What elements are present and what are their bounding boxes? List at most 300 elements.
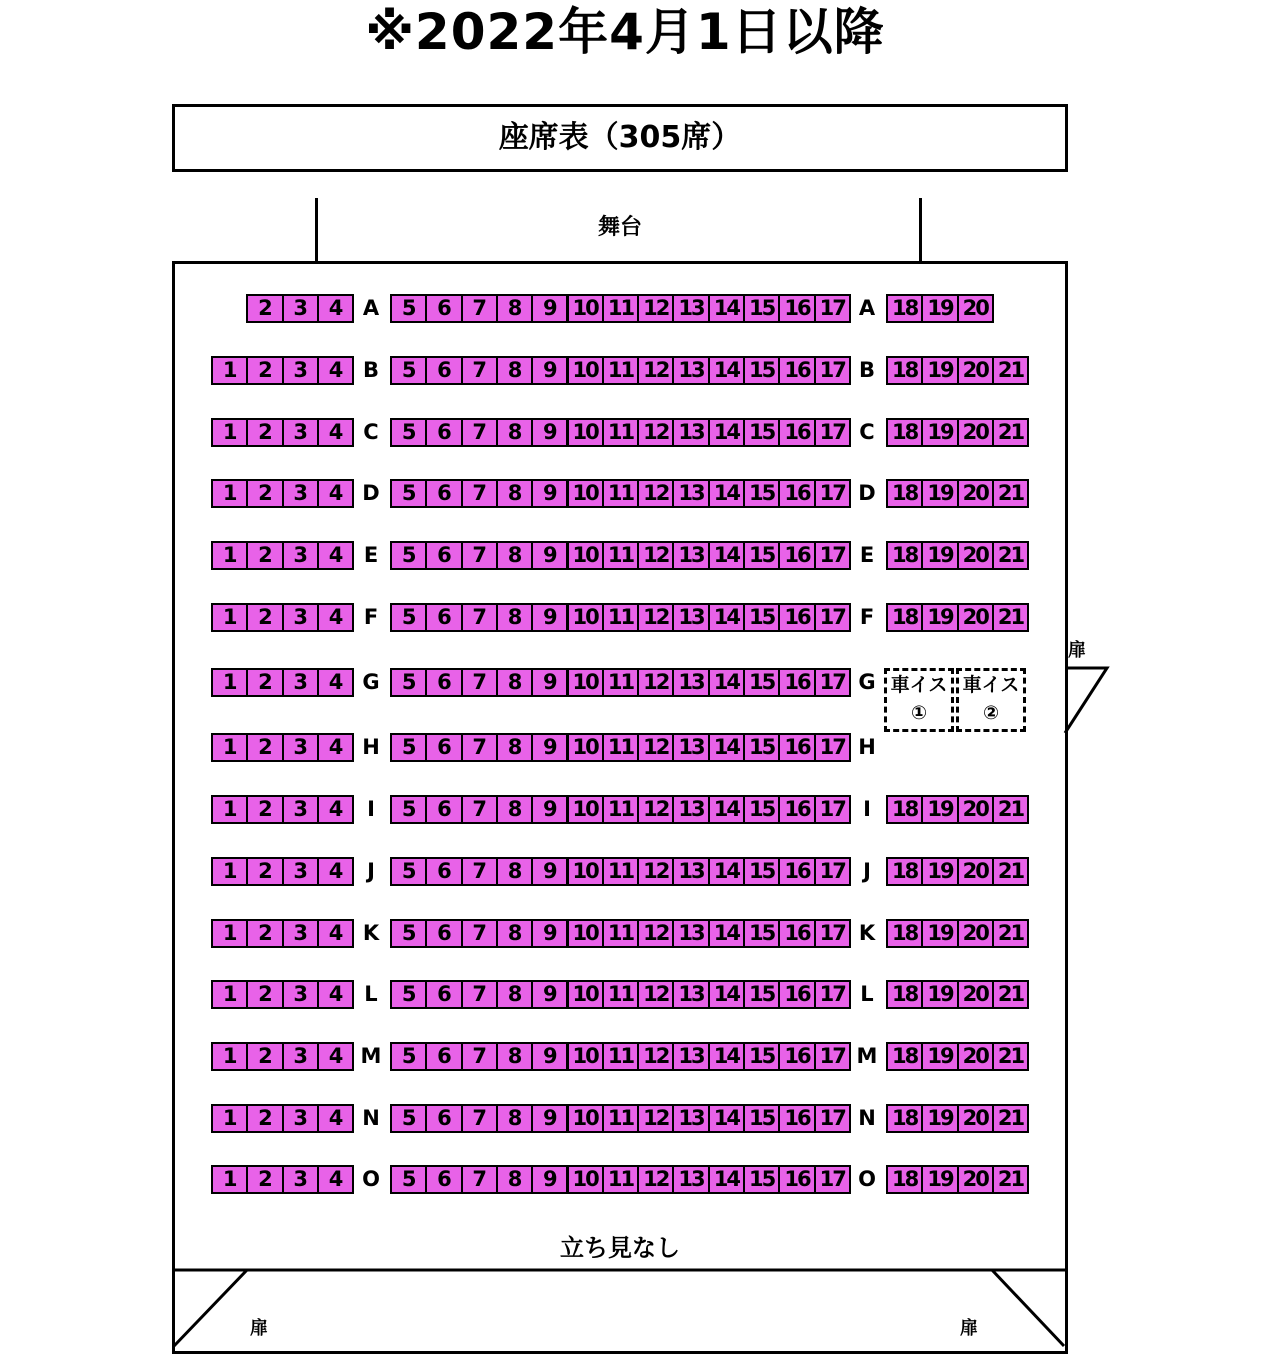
seat-H-14[interactable]: 14	[708, 733, 745, 762]
seat-O-17[interactable]: 17	[814, 1165, 851, 1194]
seat-D-17[interactable]: 17	[814, 479, 851, 508]
seat-B-13[interactable]: 13	[672, 356, 709, 385]
seat-H-16[interactable]: 16	[778, 733, 815, 762]
seat-L-4[interactable]: 4	[317, 980, 354, 1009]
seat-O-9[interactable]: 9	[531, 1165, 568, 1194]
seat-O-20[interactable]: 20	[957, 1165, 994, 1194]
seat-I-8[interactable]: 8	[496, 795, 533, 824]
seat-L-9[interactable]: 9	[531, 980, 568, 1009]
seat-N-19[interactable]: 19	[921, 1104, 958, 1133]
seat-A-19[interactable]: 19	[921, 294, 958, 323]
seat-F-15[interactable]: 15	[743, 603, 780, 632]
seat-H-13[interactable]: 13	[672, 733, 709, 762]
seat-N-5[interactable]: 5	[390, 1104, 427, 1133]
seat-J-6[interactable]: 6	[425, 857, 462, 886]
seat-B-17[interactable]: 17	[814, 356, 851, 385]
seat-L-7[interactable]: 7	[461, 980, 498, 1009]
seat-M-8[interactable]: 8	[496, 1042, 533, 1071]
seat-L-17[interactable]: 17	[814, 980, 851, 1009]
seat-I-3[interactable]: 3	[282, 795, 319, 824]
seat-M-19[interactable]: 19	[921, 1042, 958, 1071]
seat-D-20[interactable]: 20	[957, 479, 994, 508]
seat-C-5[interactable]: 5	[390, 418, 427, 447]
seat-E-17[interactable]: 17	[814, 541, 851, 570]
seat-J-2[interactable]: 2	[246, 857, 283, 886]
seat-A-3[interactable]: 3	[282, 294, 319, 323]
seat-B-12[interactable]: 12	[637, 356, 674, 385]
seat-G-15[interactable]: 15	[743, 668, 780, 697]
seat-A-18[interactable]: 18	[886, 294, 923, 323]
seat-E-4[interactable]: 4	[317, 541, 354, 570]
seat-L-20[interactable]: 20	[957, 980, 994, 1009]
seat-G-16[interactable]: 16	[778, 668, 815, 697]
seat-J-18[interactable]: 18	[886, 857, 923, 886]
seat-N-16[interactable]: 16	[778, 1104, 815, 1133]
seat-J-3[interactable]: 3	[282, 857, 319, 886]
seat-F-8[interactable]: 8	[496, 603, 533, 632]
seat-A-13[interactable]: 13	[672, 294, 709, 323]
seat-F-7[interactable]: 7	[461, 603, 498, 632]
seat-F-9[interactable]: 9	[531, 603, 568, 632]
seat-I-1[interactable]: 1	[211, 795, 248, 824]
seat-I-20[interactable]: 20	[957, 795, 994, 824]
seat-F-4[interactable]: 4	[317, 603, 354, 632]
seat-O-14[interactable]: 14	[708, 1165, 745, 1194]
seat-E-2[interactable]: 2	[246, 541, 283, 570]
seat-K-2[interactable]: 2	[246, 919, 283, 948]
seat-O-4[interactable]: 4	[317, 1165, 354, 1194]
seat-A-15[interactable]: 15	[743, 294, 780, 323]
seat-E-10[interactable]: 10	[567, 541, 604, 570]
seat-J-9[interactable]: 9	[531, 857, 568, 886]
seat-L-18[interactable]: 18	[886, 980, 923, 1009]
seat-J-17[interactable]: 17	[814, 857, 851, 886]
seat-E-13[interactable]: 13	[672, 541, 709, 570]
seat-N-12[interactable]: 12	[637, 1104, 674, 1133]
seat-F-13[interactable]: 13	[672, 603, 709, 632]
seat-M-16[interactable]: 16	[778, 1042, 815, 1071]
seat-N-20[interactable]: 20	[957, 1104, 994, 1133]
seat-B-1[interactable]: 1	[211, 356, 248, 385]
seat-I-21[interactable]: 21	[992, 795, 1029, 824]
seat-N-13[interactable]: 13	[672, 1104, 709, 1133]
seat-L-5[interactable]: 5	[390, 980, 427, 1009]
seat-I-2[interactable]: 2	[246, 795, 283, 824]
seat-I-5[interactable]: 5	[390, 795, 427, 824]
seat-K-17[interactable]: 17	[814, 919, 851, 948]
seat-N-6[interactable]: 6	[425, 1104, 462, 1133]
seat-B-2[interactable]: 2	[246, 356, 283, 385]
seat-N-14[interactable]: 14	[708, 1104, 745, 1133]
seat-N-15[interactable]: 15	[743, 1104, 780, 1133]
seat-A-16[interactable]: 16	[778, 294, 815, 323]
seat-C-8[interactable]: 8	[496, 418, 533, 447]
seat-E-6[interactable]: 6	[425, 541, 462, 570]
seat-C-11[interactable]: 11	[602, 418, 639, 447]
seat-B-20[interactable]: 20	[957, 356, 994, 385]
seat-I-19[interactable]: 19	[921, 795, 958, 824]
seat-F-14[interactable]: 14	[708, 603, 745, 632]
seat-I-16[interactable]: 16	[778, 795, 815, 824]
seat-F-11[interactable]: 11	[602, 603, 639, 632]
seat-D-7[interactable]: 7	[461, 479, 498, 508]
seat-J-10[interactable]: 10	[567, 857, 604, 886]
seat-L-15[interactable]: 15	[743, 980, 780, 1009]
seat-E-3[interactable]: 3	[282, 541, 319, 570]
seat-G-12[interactable]: 12	[637, 668, 674, 697]
seat-H-15[interactable]: 15	[743, 733, 780, 762]
seat-L-21[interactable]: 21	[992, 980, 1029, 1009]
seat-D-21[interactable]: 21	[992, 479, 1029, 508]
seat-N-4[interactable]: 4	[317, 1104, 354, 1133]
seat-C-19[interactable]: 19	[921, 418, 958, 447]
seat-A-9[interactable]: 9	[531, 294, 568, 323]
seat-E-16[interactable]: 16	[778, 541, 815, 570]
seat-L-19[interactable]: 19	[921, 980, 958, 1009]
seat-D-15[interactable]: 15	[743, 479, 780, 508]
seat-C-4[interactable]: 4	[317, 418, 354, 447]
seat-N-18[interactable]: 18	[886, 1104, 923, 1133]
seat-D-11[interactable]: 11	[602, 479, 639, 508]
seat-M-14[interactable]: 14	[708, 1042, 745, 1071]
seat-C-2[interactable]: 2	[246, 418, 283, 447]
seat-C-12[interactable]: 12	[637, 418, 674, 447]
seat-B-9[interactable]: 9	[531, 356, 568, 385]
seat-B-21[interactable]: 21	[992, 356, 1029, 385]
seat-K-14[interactable]: 14	[708, 919, 745, 948]
seat-M-11[interactable]: 11	[602, 1042, 639, 1071]
seat-G-5[interactable]: 5	[390, 668, 427, 697]
seat-E-19[interactable]: 19	[921, 541, 958, 570]
seat-K-16[interactable]: 16	[778, 919, 815, 948]
seat-B-6[interactable]: 6	[425, 356, 462, 385]
seat-D-8[interactable]: 8	[496, 479, 533, 508]
seat-H-5[interactable]: 5	[390, 733, 427, 762]
seat-D-4[interactable]: 4	[317, 479, 354, 508]
seat-D-10[interactable]: 10	[567, 479, 604, 508]
seat-H-3[interactable]: 3	[282, 733, 319, 762]
seat-I-12[interactable]: 12	[637, 795, 674, 824]
seat-J-5[interactable]: 5	[390, 857, 427, 886]
seat-A-2[interactable]: 2	[246, 294, 283, 323]
seat-J-13[interactable]: 13	[672, 857, 709, 886]
seat-D-13[interactable]: 13	[672, 479, 709, 508]
seat-J-1[interactable]: 1	[211, 857, 248, 886]
seat-M-7[interactable]: 7	[461, 1042, 498, 1071]
seat-K-4[interactable]: 4	[317, 919, 354, 948]
seat-G-17[interactable]: 17	[814, 668, 851, 697]
seat-O-21[interactable]: 21	[992, 1165, 1029, 1194]
seat-J-16[interactable]: 16	[778, 857, 815, 886]
seat-F-5[interactable]: 5	[390, 603, 427, 632]
seat-I-11[interactable]: 11	[602, 795, 639, 824]
seat-C-9[interactable]: 9	[531, 418, 568, 447]
seat-B-10[interactable]: 10	[567, 356, 604, 385]
seat-A-4[interactable]: 4	[317, 294, 354, 323]
seat-F-12[interactable]: 12	[637, 603, 674, 632]
wheelchair-space-1[interactable]	[884, 668, 954, 732]
seat-L-13[interactable]: 13	[672, 980, 709, 1009]
seat-B-3[interactable]: 3	[282, 356, 319, 385]
seat-D-18[interactable]: 18	[886, 479, 923, 508]
seat-G-11[interactable]: 11	[602, 668, 639, 697]
seat-C-16[interactable]: 16	[778, 418, 815, 447]
seat-H-1[interactable]: 1	[211, 733, 248, 762]
seat-K-7[interactable]: 7	[461, 919, 498, 948]
seat-J-4[interactable]: 4	[317, 857, 354, 886]
seat-J-8[interactable]: 8	[496, 857, 533, 886]
seat-H-10[interactable]: 10	[567, 733, 604, 762]
seat-O-5[interactable]: 5	[390, 1165, 427, 1194]
seat-H-8[interactable]: 8	[496, 733, 533, 762]
seat-N-21[interactable]: 21	[992, 1104, 1029, 1133]
seat-E-8[interactable]: 8	[496, 541, 533, 570]
seat-K-18[interactable]: 18	[886, 919, 923, 948]
seat-F-20[interactable]: 20	[957, 603, 994, 632]
seat-D-9[interactable]: 9	[531, 479, 568, 508]
seat-K-15[interactable]: 15	[743, 919, 780, 948]
seat-G-9[interactable]: 9	[531, 668, 568, 697]
seat-J-20[interactable]: 20	[957, 857, 994, 886]
seat-I-15[interactable]: 15	[743, 795, 780, 824]
seat-L-8[interactable]: 8	[496, 980, 533, 1009]
seat-K-3[interactable]: 3	[282, 919, 319, 948]
seat-J-21[interactable]: 21	[992, 857, 1029, 886]
seat-C-17[interactable]: 17	[814, 418, 851, 447]
seat-L-2[interactable]: 2	[246, 980, 283, 1009]
seat-C-1[interactable]: 1	[211, 418, 248, 447]
seat-E-14[interactable]: 14	[708, 541, 745, 570]
seat-F-2[interactable]: 2	[246, 603, 283, 632]
seat-D-3[interactable]: 3	[282, 479, 319, 508]
seat-A-5[interactable]: 5	[390, 294, 427, 323]
seat-M-17[interactable]: 17	[814, 1042, 851, 1071]
seat-O-18[interactable]: 18	[886, 1165, 923, 1194]
seat-I-17[interactable]: 17	[814, 795, 851, 824]
seat-E-7[interactable]: 7	[461, 541, 498, 570]
seat-H-12[interactable]: 12	[637, 733, 674, 762]
seat-O-8[interactable]: 8	[496, 1165, 533, 1194]
seat-O-10[interactable]: 10	[567, 1165, 604, 1194]
seat-O-15[interactable]: 15	[743, 1165, 780, 1194]
seat-E-18[interactable]: 18	[886, 541, 923, 570]
seat-B-7[interactable]: 7	[461, 356, 498, 385]
seat-N-10[interactable]: 10	[567, 1104, 604, 1133]
seat-H-7[interactable]: 7	[461, 733, 498, 762]
seat-K-5[interactable]: 5	[390, 919, 427, 948]
seat-H-6[interactable]: 6	[425, 733, 462, 762]
seat-I-6[interactable]: 6	[425, 795, 462, 824]
seat-L-12[interactable]: 12	[637, 980, 674, 1009]
seat-E-20[interactable]: 20	[957, 541, 994, 570]
seat-D-16[interactable]: 16	[778, 479, 815, 508]
seat-L-10[interactable]: 10	[567, 980, 604, 1009]
seat-G-7[interactable]: 7	[461, 668, 498, 697]
seat-B-5[interactable]: 5	[390, 356, 427, 385]
seat-B-18[interactable]: 18	[886, 356, 923, 385]
seat-L-14[interactable]: 14	[708, 980, 745, 1009]
seat-M-12[interactable]: 12	[637, 1042, 674, 1071]
seat-K-12[interactable]: 12	[637, 919, 674, 948]
seat-D-1[interactable]: 1	[211, 479, 248, 508]
seat-C-18[interactable]: 18	[886, 418, 923, 447]
seat-N-2[interactable]: 2	[246, 1104, 283, 1133]
seat-L-3[interactable]: 3	[282, 980, 319, 1009]
seat-N-11[interactable]: 11	[602, 1104, 639, 1133]
seat-I-13[interactable]: 13	[672, 795, 709, 824]
seat-J-15[interactable]: 15	[743, 857, 780, 886]
seat-L-6[interactable]: 6	[425, 980, 462, 1009]
seat-I-14[interactable]: 14	[708, 795, 745, 824]
seat-F-10[interactable]: 10	[567, 603, 604, 632]
seat-E-15[interactable]: 15	[743, 541, 780, 570]
seat-I-9[interactable]: 9	[531, 795, 568, 824]
seat-B-14[interactable]: 14	[708, 356, 745, 385]
seat-M-10[interactable]: 10	[567, 1042, 604, 1071]
seat-A-14[interactable]: 14	[708, 294, 745, 323]
seat-H-9[interactable]: 9	[531, 733, 568, 762]
seat-H-2[interactable]: 2	[246, 733, 283, 762]
seat-A-17[interactable]: 17	[814, 294, 851, 323]
seat-K-21[interactable]: 21	[992, 919, 1029, 948]
seat-H-4[interactable]: 4	[317, 733, 354, 762]
seat-O-2[interactable]: 2	[246, 1165, 283, 1194]
seat-A-6[interactable]: 6	[425, 294, 462, 323]
wheelchair-space-2[interactable]	[956, 668, 1026, 732]
seat-M-15[interactable]: 15	[743, 1042, 780, 1071]
seat-D-5[interactable]: 5	[390, 479, 427, 508]
seat-B-15[interactable]: 15	[743, 356, 780, 385]
seat-I-7[interactable]: 7	[461, 795, 498, 824]
seat-A-12[interactable]: 12	[637, 294, 674, 323]
seat-I-10[interactable]: 10	[567, 795, 604, 824]
seat-C-21[interactable]: 21	[992, 418, 1029, 447]
seat-M-2[interactable]: 2	[246, 1042, 283, 1071]
seat-E-21[interactable]: 21	[992, 541, 1029, 570]
seat-N-1[interactable]: 1	[211, 1104, 248, 1133]
seat-G-4[interactable]: 4	[317, 668, 354, 697]
seat-B-11[interactable]: 11	[602, 356, 639, 385]
seat-K-6[interactable]: 6	[425, 919, 462, 948]
seat-G-13[interactable]: 13	[672, 668, 709, 697]
seat-E-11[interactable]: 11	[602, 541, 639, 570]
seat-I-18[interactable]: 18	[886, 795, 923, 824]
seat-F-18[interactable]: 18	[886, 603, 923, 632]
seat-F-16[interactable]: 16	[778, 603, 815, 632]
seat-O-3[interactable]: 3	[282, 1165, 319, 1194]
seat-B-16[interactable]: 16	[778, 356, 815, 385]
seat-C-10[interactable]: 10	[567, 418, 604, 447]
seat-K-10[interactable]: 10	[567, 919, 604, 948]
seat-A-20[interactable]: 20	[957, 294, 994, 323]
seat-K-13[interactable]: 13	[672, 919, 709, 948]
seat-K-11[interactable]: 11	[602, 919, 639, 948]
seat-O-1[interactable]: 1	[211, 1165, 248, 1194]
seat-A-8[interactable]: 8	[496, 294, 533, 323]
seat-N-7[interactable]: 7	[461, 1104, 498, 1133]
seat-H-17[interactable]: 17	[814, 733, 851, 762]
seat-N-17[interactable]: 17	[814, 1104, 851, 1133]
seat-K-20[interactable]: 20	[957, 919, 994, 948]
seat-F-21[interactable]: 21	[992, 603, 1029, 632]
seat-D-2[interactable]: 2	[246, 479, 283, 508]
seat-N-3[interactable]: 3	[282, 1104, 319, 1133]
seat-G-8[interactable]: 8	[496, 668, 533, 697]
seat-K-1[interactable]: 1	[211, 919, 248, 948]
seat-B-19[interactable]: 19	[921, 356, 958, 385]
seat-G-6[interactable]: 6	[425, 668, 462, 697]
seat-N-9[interactable]: 9	[531, 1104, 568, 1133]
seat-O-13[interactable]: 13	[672, 1165, 709, 1194]
seat-H-11[interactable]: 11	[602, 733, 639, 762]
seat-G-10[interactable]: 10	[567, 668, 604, 697]
seat-J-19[interactable]: 19	[921, 857, 958, 886]
seat-L-16[interactable]: 16	[778, 980, 815, 1009]
seat-J-11[interactable]: 11	[602, 857, 639, 886]
seat-M-6[interactable]: 6	[425, 1042, 462, 1071]
seat-C-7[interactable]: 7	[461, 418, 498, 447]
seat-F-6[interactable]: 6	[425, 603, 462, 632]
seat-D-6[interactable]: 6	[425, 479, 462, 508]
seat-M-4[interactable]: 4	[317, 1042, 354, 1071]
seat-M-1[interactable]: 1	[211, 1042, 248, 1071]
seat-F-19[interactable]: 19	[921, 603, 958, 632]
seat-M-5[interactable]: 5	[390, 1042, 427, 1071]
seat-J-12[interactable]: 12	[637, 857, 674, 886]
seat-O-12[interactable]: 12	[637, 1165, 674, 1194]
seat-O-7[interactable]: 7	[461, 1165, 498, 1194]
seat-G-14[interactable]: 14	[708, 668, 745, 697]
seat-O-11[interactable]: 11	[602, 1165, 639, 1194]
seat-J-7[interactable]: 7	[461, 857, 498, 886]
seat-C-3[interactable]: 3	[282, 418, 319, 447]
seat-M-3[interactable]: 3	[282, 1042, 319, 1071]
seat-E-1[interactable]: 1	[211, 541, 248, 570]
seat-C-13[interactable]: 13	[672, 418, 709, 447]
seat-D-12[interactable]: 12	[637, 479, 674, 508]
seat-O-6[interactable]: 6	[425, 1165, 462, 1194]
seat-E-5[interactable]: 5	[390, 541, 427, 570]
seat-F-1[interactable]: 1	[211, 603, 248, 632]
seat-B-4[interactable]: 4	[317, 356, 354, 385]
seat-C-14[interactable]: 14	[708, 418, 745, 447]
seat-K-9[interactable]: 9	[531, 919, 568, 948]
seat-E-9[interactable]: 9	[531, 541, 568, 570]
seat-M-18[interactable]: 18	[886, 1042, 923, 1071]
seat-A-7[interactable]: 7	[461, 294, 498, 323]
seat-L-1[interactable]: 1	[211, 980, 248, 1009]
seat-O-16[interactable]: 16	[778, 1165, 815, 1194]
seat-L-11[interactable]: 11	[602, 980, 639, 1009]
seat-I-4[interactable]: 4	[317, 795, 354, 824]
seat-A-10[interactable]: 10	[567, 294, 604, 323]
seat-D-14[interactable]: 14	[708, 479, 745, 508]
seat-M-13[interactable]: 13	[672, 1042, 709, 1071]
seat-C-20[interactable]: 20	[957, 418, 994, 447]
seat-A-11[interactable]: 11	[602, 294, 639, 323]
seat-B-8[interactable]: 8	[496, 356, 533, 385]
seat-N-8[interactable]: 8	[496, 1104, 533, 1133]
seat-F-3[interactable]: 3	[282, 603, 319, 632]
seat-M-9[interactable]: 9	[531, 1042, 568, 1071]
seat-C-6[interactable]: 6	[425, 418, 462, 447]
seat-M-21[interactable]: 21	[992, 1042, 1029, 1071]
seat-C-15[interactable]: 15	[743, 418, 780, 447]
seat-K-19[interactable]: 19	[921, 919, 958, 948]
seat-J-14[interactable]: 14	[708, 857, 745, 886]
seat-E-12[interactable]: 12	[637, 541, 674, 570]
seat-M-20[interactable]: 20	[957, 1042, 994, 1071]
